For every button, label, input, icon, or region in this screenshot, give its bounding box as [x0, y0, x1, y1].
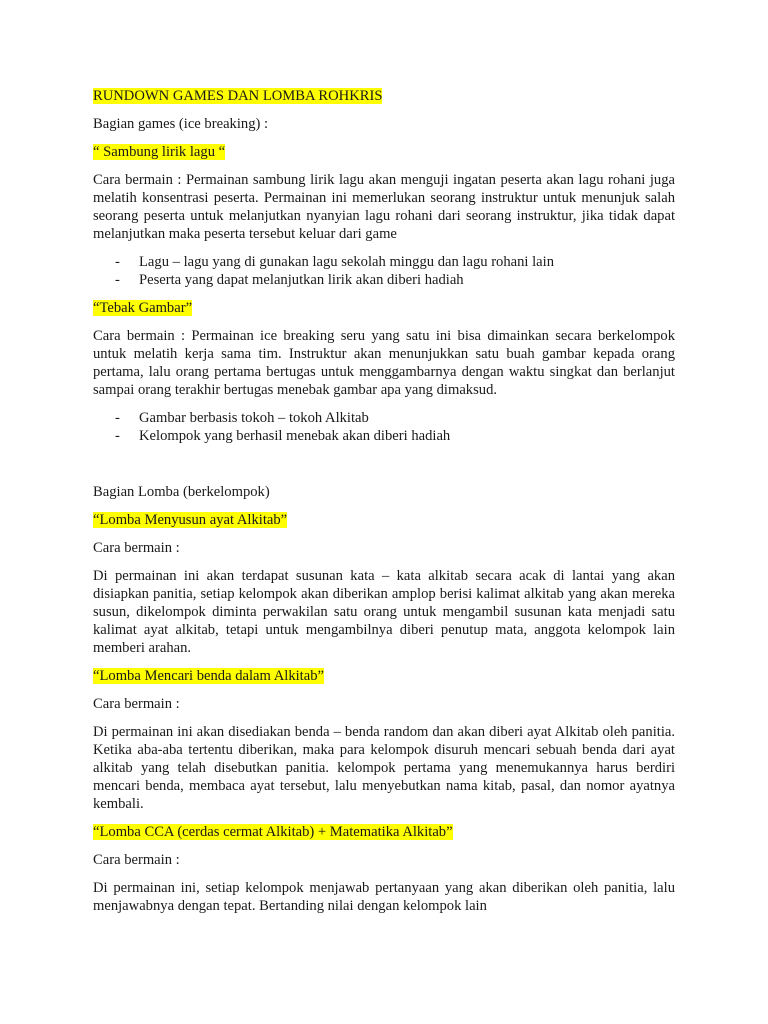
- list-item: - Gambar berbasis tokoh – tokoh Alkitab: [115, 410, 369, 426]
- lomba-label: Cara bermain :: [93, 852, 180, 868]
- games-section-heading: Bagian games (ice breaking) :: [93, 116, 269, 132]
- lomba-label: Cara bermain :: [93, 696, 180, 712]
- lomba-title: “Lomba Menyusun ayat Alkitab”: [93, 512, 288, 528]
- section-spacer: [93, 455, 675, 483]
- game-bullet-list: [93, 409, 675, 445]
- bullet-dash: -: [115, 254, 120, 270]
- lomba-title: “Lomba Mencari benda dalam Alkitab”: [93, 668, 324, 684]
- lomba-section-heading: Bagian Lomba (berkelompok): [93, 484, 270, 500]
- game-title: “ Sambung lirik lagu “: [93, 144, 226, 160]
- list-item: - Lagu – lagu yang di gunakan lagu sekolah minggu dan lagu rohani lain: [115, 254, 555, 270]
- game-description: Cara bermain : Permainan ice breaking seru yang satu ini bisa dimainkan secara berkelompok untuk melatih kerja sama tim. Instruktur akan menunjukkan satu buah gambar kepada orang pertama, lalu orang pertama bertugas untuk menggambarnya dengan waktu singkat dan berlanjut sampai orang terakhir bertugas menebak gambar apa yang dimaksud.: [93, 328, 675, 398]
- list-item: - Kelompok yang berhasil menebak akan diberi hadiah: [115, 428, 451, 444]
- bullet-dash: -: [115, 272, 120, 288]
- game-title: “Tebak Gambar”: [93, 300, 193, 316]
- list-item: - Peserta yang dapat melanjutkan lirik akan diberi hadiah: [115, 272, 464, 288]
- lomba-title: “Lomba CCA (cerdas cermat Alkitab) + Matematika Alkitab”: [93, 824, 453, 840]
- bullet-dash: -: [115, 410, 120, 426]
- lomba-description: Di permainan ini, setiap kelompok menjawab pertanyaan yang akan diberikan oleh panitia, lalu menjawabnya dengan tepat. Bertanding nilai dengan kelompok lain: [93, 880, 675, 914]
- bullet-dash: -: [115, 428, 120, 444]
- lomba-label: Cara bermain :: [93, 540, 180, 556]
- document-title: RUNDOWN GAMES DAN LOMBA ROHKRIS: [93, 88, 383, 104]
- game-description: Cara bermain : Permainan sambung lirik lagu akan menguji ingatan peserta akan lagu rohani juga melatih konsentrasi peserta. Permainan ini memerlukan seorang instruktur untuk menunjuk salah seorang peserta untuk melanjutkan nyanyian lagu rohani dari seorang instruktur, jika tidak dapat melanjutkan maka peserta tersebut keluar dari game: [93, 172, 675, 242]
- game-bullet-list: [93, 253, 675, 289]
- lomba-description: Di permainan ini akan disediakan benda – benda random dan akan diberi ayat Alkitab oleh panitia. Ketika aba-aba tertentu diberikan, maka para kelompok disuruh mencari sebuah benda dari ayat alkitab yang telah disebutkan panitia. kelompok pertama yang menemukannya harus berdiri mencari benda, membaca ayat tersebut, lalu menyebutkan nama kitab, pasal, dan nomor ayatnya kembali.: [93, 724, 675, 812]
- lomba-description: Di permainan ini akan terdapat susunan kata – kata alkitab secara acak di lantai yang akan disiapkan panitia, setiap kelompok akan diberikan amplop berisi kalimat alkitab yang akan mereka susun, dikelompok diminta perwakilan satu orang untuk mengambil susunan kata menjadi satu kalimat ayat alkitab, tetapi untuk mengambilnya diberi penutup mata, anggota kelompok lain memberi arahan.: [93, 568, 675, 656]
